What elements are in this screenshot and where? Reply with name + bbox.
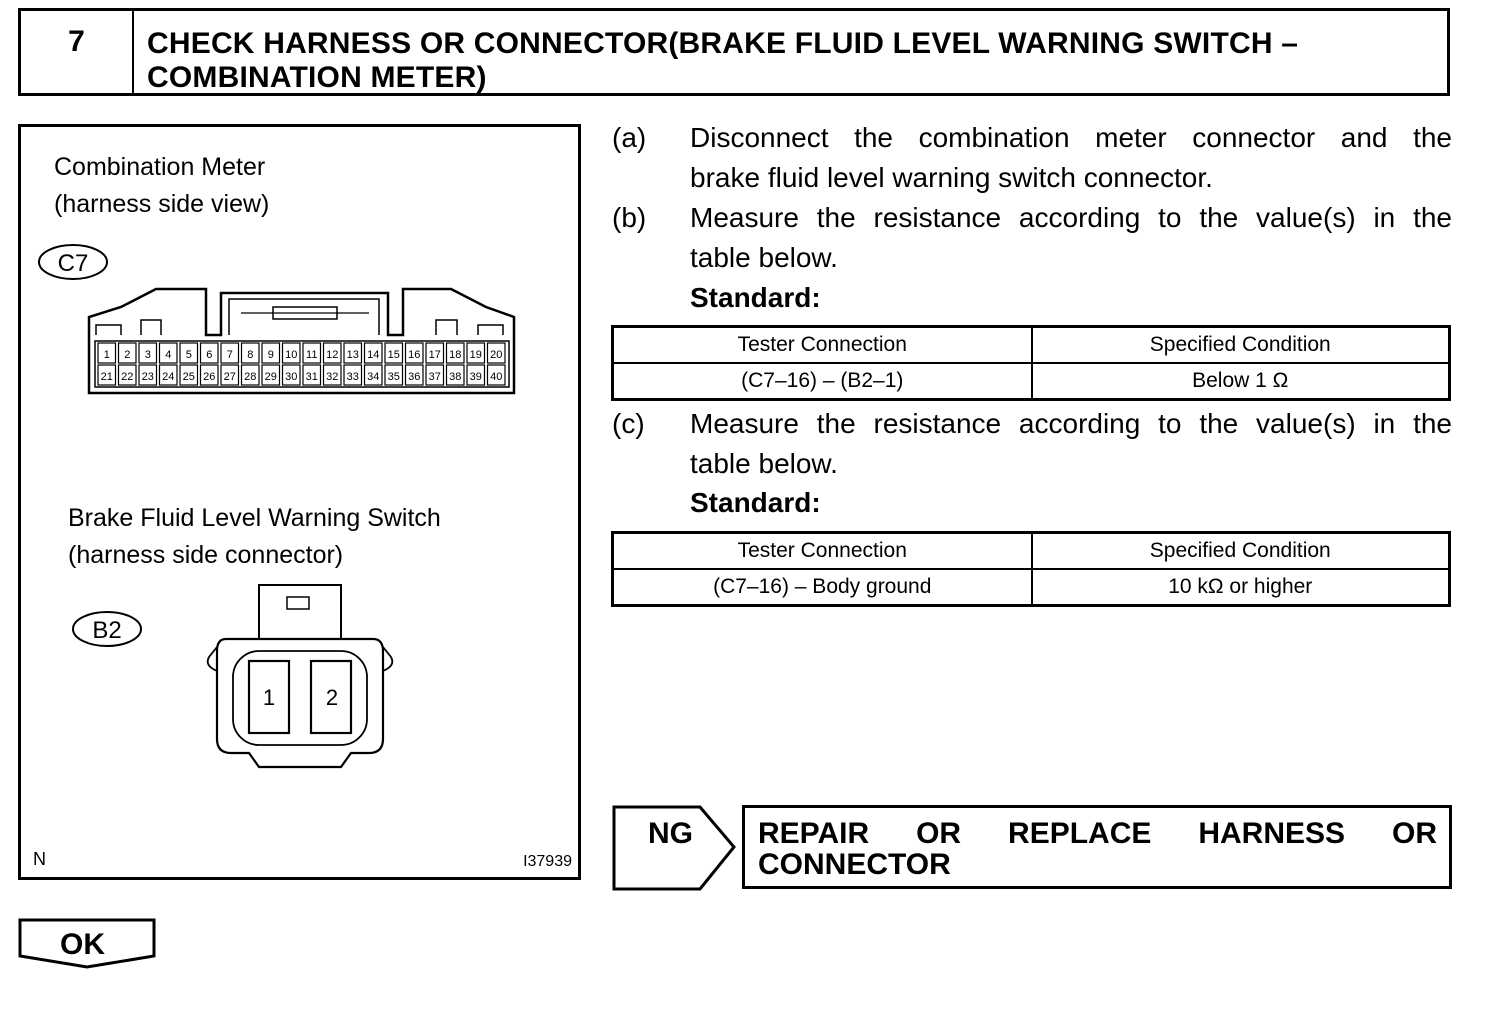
meter-pins-row1 (98, 343, 505, 363)
switch-label (68, 500, 441, 574)
step-a-letter: (a) (612, 122, 647, 153)
spec-table-2 (611, 531, 1451, 607)
meter-pin-label: 16 (408, 349, 421, 361)
step-title (134, 11, 1447, 93)
spec-table-1 (611, 325, 1451, 401)
ok-label: OK (60, 928, 105, 961)
meter-pin-label: 3 (144, 349, 151, 361)
meter-pin-label: 7 (226, 349, 233, 361)
meter-pin-label: 18 (449, 349, 462, 361)
standard-label-c: Standard: (690, 487, 821, 518)
table-header-cell: Specified Condition (1032, 327, 1450, 364)
table-header-row (613, 327, 1450, 364)
meter-pin-label: 10 (285, 349, 298, 361)
meter-pin-label: 35 (387, 371, 400, 383)
meter-pin-label: 25 (182, 371, 195, 383)
meter-pin-label: 31 (305, 371, 318, 383)
step-a (612, 118, 1452, 198)
table-row (613, 363, 1450, 400)
meter-pin-label: 40 (490, 371, 503, 383)
meter-pin-label: 32 (326, 371, 339, 383)
step-header (18, 8, 1450, 96)
ng-word: REPAIR (758, 817, 870, 850)
ok-tag (18, 918, 158, 975)
step-number: 7 (21, 11, 134, 93)
ng-word: REPLACE (1008, 817, 1152, 850)
meter-pin-label: 21 (100, 371, 113, 383)
meter-pin-label: 2 (124, 349, 131, 361)
meter-pin-label: 27 (223, 371, 236, 383)
meter-pin-label: 28 (244, 371, 257, 383)
meter-pin-label: 24 (162, 371, 175, 383)
step-c-letter: (c) (612, 408, 645, 439)
meter-pin-label: 13 (346, 349, 359, 361)
meter-pin-label: 9 (267, 349, 274, 361)
meter-pin-label: 22 (121, 371, 134, 383)
standard-label-b: Standard: (690, 282, 821, 313)
meter-pin-label: 8 (247, 349, 254, 361)
step-a-line2: brake fluid level warning switch connector. (690, 162, 1213, 193)
ng-word: OR (1392, 817, 1437, 850)
switch-connector-latch (259, 585, 341, 639)
meter-pin-label: 11 (306, 349, 318, 361)
table-cell: (C7–16) – (B2–1) (613, 363, 1032, 400)
meter-pin-label: 6 (206, 349, 213, 361)
meter-pin-label: 29 (264, 371, 277, 383)
table-cell: 10 kΩ or higher (1032, 569, 1450, 606)
step-title-line1: CHECK HARNESS OR CONNECTOR(BRAKE FLUID LEVEL WARNING SWITCH – (147, 27, 1299, 60)
step-c (612, 404, 1452, 484)
ng-word: HARNESS (1198, 817, 1346, 850)
meter-pin-label: 14 (367, 349, 380, 361)
table-header-cell: Tester Connection (613, 327, 1032, 364)
meter-pin-label: 20 (490, 349, 503, 361)
corner-mark: N (33, 849, 46, 869)
figure-id: I37939 (523, 853, 572, 870)
meter-pin-label: 5 (185, 349, 192, 361)
table-cell: Below 1 Ω (1032, 363, 1450, 400)
meter-pin-label: 1 (103, 349, 110, 361)
meter-label (54, 149, 269, 223)
ng-action-line1 (758, 818, 1437, 849)
ng-label: NG (648, 817, 693, 850)
ng-tag (612, 805, 738, 896)
table-cell: (C7–16) – Body ground (613, 569, 1032, 606)
meter-pin-label: 26 (203, 371, 216, 383)
meter-pin-label: 4 (165, 349, 172, 361)
step-a-line1: Disconnect the combination meter connector and the (690, 122, 1452, 153)
meter-label-line2: (harness side view) (54, 190, 270, 218)
table-header-cell: Specified Condition (1032, 533, 1450, 570)
meter-label-line1: Combination Meter (54, 153, 266, 181)
table-header-cell: Tester Connection (613, 533, 1032, 570)
meter-pin-label: 19 (469, 349, 482, 361)
b2-id: B2 (92, 617, 122, 644)
step-b-line1: Measure the resistance according to the value(s) in the (690, 202, 1452, 233)
meter-pin-label: 37 (428, 371, 441, 383)
table-row (613, 569, 1450, 606)
switch-label-line2: (harness side connector) (68, 541, 344, 569)
switch-label-line1: Brake Fluid Level Warning Switch (68, 504, 441, 532)
step-c-line1: Measure the resistance according to the value(s) in the (690, 408, 1452, 439)
meter-pin-label: 30 (285, 371, 298, 383)
c7-id: C7 (57, 250, 89, 277)
meter-pin-label: 39 (469, 371, 482, 383)
step-b-line2: table below. (690, 242, 838, 273)
meter-pin-label: 33 (346, 371, 359, 383)
meter-pins-row2 (98, 365, 505, 385)
meter-pin-label: 12 (326, 349, 339, 361)
meter-pin-label: 38 (449, 371, 462, 383)
meter-pin-label: 23 (141, 371, 154, 383)
step-c-line2: table below. (690, 448, 838, 479)
meter-pin-label: 17 (428, 349, 441, 361)
connector-illustration (18, 124, 581, 880)
switch-pin-2: 2 (325, 685, 339, 710)
meter-pin-label: 36 (408, 371, 421, 383)
step-b (612, 198, 1452, 278)
ng-word: OR (916, 817, 962, 850)
step-b-letter: (b) (612, 202, 647, 233)
table-header-row (613, 533, 1450, 570)
meter-pin-label: 15 (387, 349, 400, 361)
switch-pin-1: 1 (262, 685, 276, 710)
ng-action-box (742, 805, 1452, 889)
step-title-line2: COMBINATION METER) (147, 61, 487, 94)
ng-action-line2: CONNECTOR (758, 848, 951, 881)
meter-pin-label: 34 (367, 371, 380, 383)
